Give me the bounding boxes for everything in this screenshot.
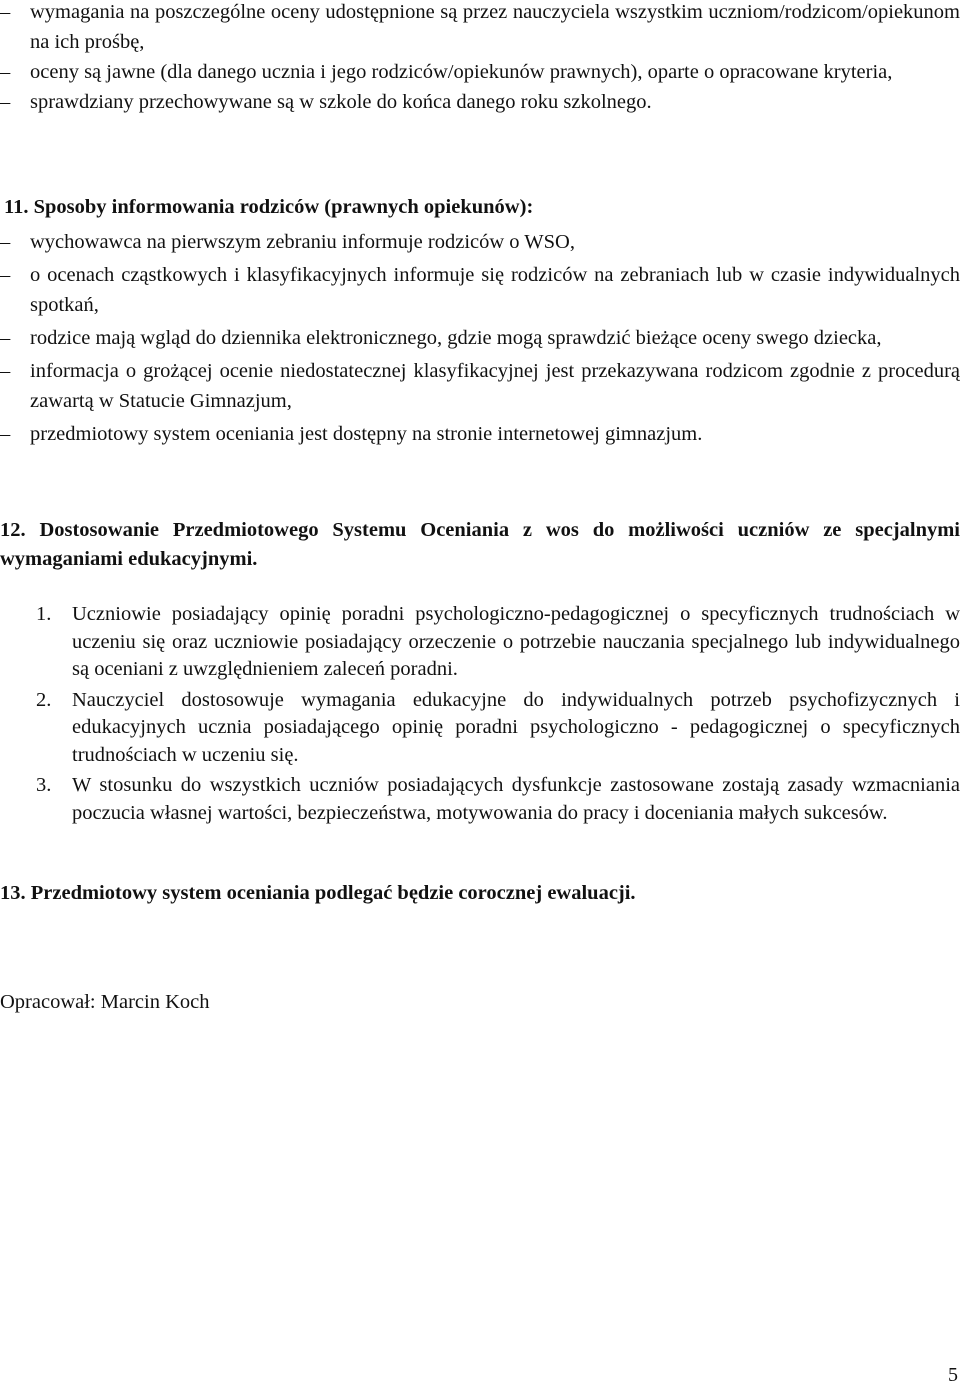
page-number: 5 bbox=[948, 1364, 958, 1386]
list-item bbox=[0, 323, 960, 353]
section-13-heading: 13. Przedmiotowy system oceniania podlegać będzie corocznej ewaluacji. bbox=[0, 882, 636, 904]
section-11-list bbox=[0, 227, 960, 449]
section-13 bbox=[0, 878, 960, 908]
list-item bbox=[0, 227, 960, 257]
dash-bullet-icon: – bbox=[0, 423, 11, 445]
list-item bbox=[0, 0, 960, 57]
section-12-heading: 12. Dostosowanie Przedmiotowego Systemu Oceniania z wos do możliwości uczniów ze specjalnymi wymaganiami edukacyjnymi. bbox=[0, 519, 960, 570]
dash-bullet-icon: – bbox=[0, 231, 11, 253]
list-item-text: wychowawca na pierwszym zebraniu informuje rodziców o WSO, bbox=[30, 231, 575, 253]
section-12 bbox=[0, 516, 960, 827]
dash-bullet-icon: – bbox=[0, 61, 11, 83]
list-item bbox=[0, 687, 960, 770]
dash-bullet-icon: – bbox=[0, 1, 11, 23]
section-11 bbox=[0, 192, 960, 449]
list-item-text: Nauczyciel dostosowuje wymagania edukacyjne do indywidualnych potrzeb psychofizycznych i edukacyjnych ucznia posiadającego opinię poradni psychologiczno - pedagogicznej o specyficznych trudnościach w uczeniu się. bbox=[72, 688, 960, 766]
section-11-heading: 11. Sposoby informowania rodziców (prawnych opiekunów): bbox=[4, 196, 534, 218]
list-item bbox=[0, 356, 960, 416]
list-item-text: o ocenach cząstkowych i klasyfikacyjnych informuje się rodziców na zebraniach lub w czasie indywidualnych spotkań, bbox=[30, 264, 960, 316]
list-item-text: rodzice mają wgląd do dziennika elektronicznego, gdzie mogą sprawdzić bieżące oceny swego dziecka, bbox=[30, 327, 882, 349]
dash-bullet-icon: – bbox=[0, 360, 11, 382]
list-item-text: informacja o grożącej ocenie niedostatecznej klasyfikacyjnej jest przekazywana rodzicom zgodnie z procedurą zawartą w Statucie Gimnazjum, bbox=[30, 360, 960, 412]
list-item bbox=[0, 57, 960, 87]
list-item-number: 2. bbox=[36, 688, 52, 711]
list-item-text: oceny są jawne (dla danego ucznia i jego rodziców/opiekunów prawnych), oparte o opracowane kryteria, bbox=[30, 61, 893, 83]
list-item-text: Uczniowie posiadający opinię poradni psychologiczno-pedagogicznej o specyficznych trudnościach w uczeniu się oraz uczniowie posiadający orzeczenie o potrzebie nauczania specjalnego lub indywidualnego są oceniani z uwzględnieniem zaleceń poradni. bbox=[72, 603, 960, 680]
top-list-section bbox=[0, 0, 960, 117]
list-item bbox=[0, 419, 960, 449]
list-item bbox=[0, 260, 960, 320]
section-12-list bbox=[0, 601, 960, 827]
list-item-number: 1. bbox=[36, 603, 52, 625]
list-item bbox=[0, 601, 960, 684]
list-item-number: 3. bbox=[36, 774, 52, 796]
list-item-text: W stosunku do wszystkich uczniów posiadających dysfunkcje zastosowane zostają zasady wzmacniania poczucia własnej wartości, bezpieczeństwa, motywowania do pracy i doceniania małych sukcesów. bbox=[72, 774, 960, 824]
dash-bullet-icon: – bbox=[0, 91, 11, 113]
dash-bullet-icon: – bbox=[0, 264, 11, 286]
list-item-text: wymagania na poszczególne oceny udostępnione są przez nauczyciela wszystkim uczniom/rodzicom/opiekunom na ich prośbę, bbox=[30, 1, 960, 53]
list-item-text: przedmiotowy system oceniania jest dostępny na stronie internetowej gimnazjum. bbox=[30, 423, 703, 445]
top-dash-list bbox=[0, 0, 960, 117]
author-signature: Opracował: Marcin Koch bbox=[0, 991, 210, 1013]
list-item-text: sprawdziany przechowywane są w szkole do końca danego roku szkolnego. bbox=[30, 91, 652, 113]
list-item bbox=[0, 772, 960, 827]
list-item bbox=[0, 87, 960, 117]
dash-bullet-icon: – bbox=[0, 327, 11, 349]
